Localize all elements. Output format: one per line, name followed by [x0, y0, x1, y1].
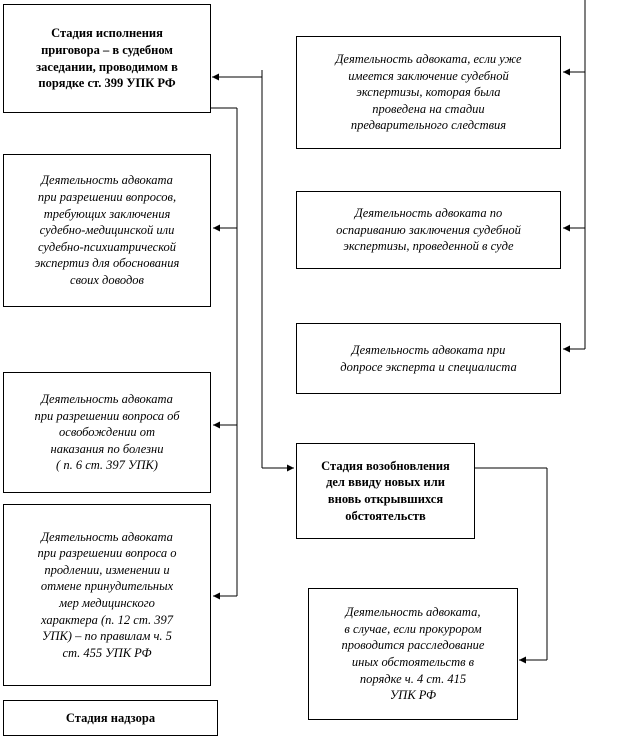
challenge-expertise-box [296, 191, 561, 269]
prosecutor-investigation-box [308, 588, 518, 720]
prosecutor-investigation-text: Деятельность адвоката, в случае, если прокурором проводится расследование иных обстоятельств в порядке ч. 4 ст. 415 УПК РФ [341, 605, 485, 703]
reopening-stage-box [296, 443, 475, 539]
trial-stage-box [3, 4, 211, 113]
existing-expertise-text: Деятельность адвоката, если уже имеется заключение судебной экспертизы, которая была проведена на стадии предварительного следствия [335, 51, 522, 133]
coercive-measures-box [3, 504, 211, 686]
illness-release-box [3, 372, 211, 493]
supervision-stage-text: Стадия надзора [65, 710, 156, 725]
coercive-measures-text: Деятельность адвоката при разрешении вопроса о продлении, изменении и отмене принудительных мер медицинского характера (п. 12 ст. 397 УПК) – по правилам ч. 5 ст. 455 УПК РФ [37, 529, 177, 660]
reopening-stage-text: Стадия возобновления дел ввиду новых или вновь открывшихся обстоятельств [321, 458, 450, 523]
supervision-stage-box [3, 700, 218, 736]
existing-expertise-box [296, 36, 561, 149]
trial-stage-text: Стадия исполнения приговора – в судебном заседании, проводимом в порядке ст. 399 УПК РФ [36, 26, 178, 91]
interrogation-text: Деятельность адвоката при допросе эксперта и специалиста [340, 342, 517, 374]
challenge-expertise-text: Деятельность адвоката по оспариванию заключения судебной экспертизы, проведенной в суде [336, 206, 521, 254]
interrogation-box [296, 323, 561, 394]
illness-release-text: Деятельность адвоката при разрешении вопроса об освобождении от наказания по болезни ( п. 6 ст. 397 УПК) [34, 391, 180, 473]
medical-expertise-box [3, 154, 211, 307]
medical-expertise-text: Деятельность адвоката при разрешении вопросов, требующих заключения судебно-медицинской или судебно-психиатрической экспертиз для обоснования своих доводов [34, 173, 180, 288]
